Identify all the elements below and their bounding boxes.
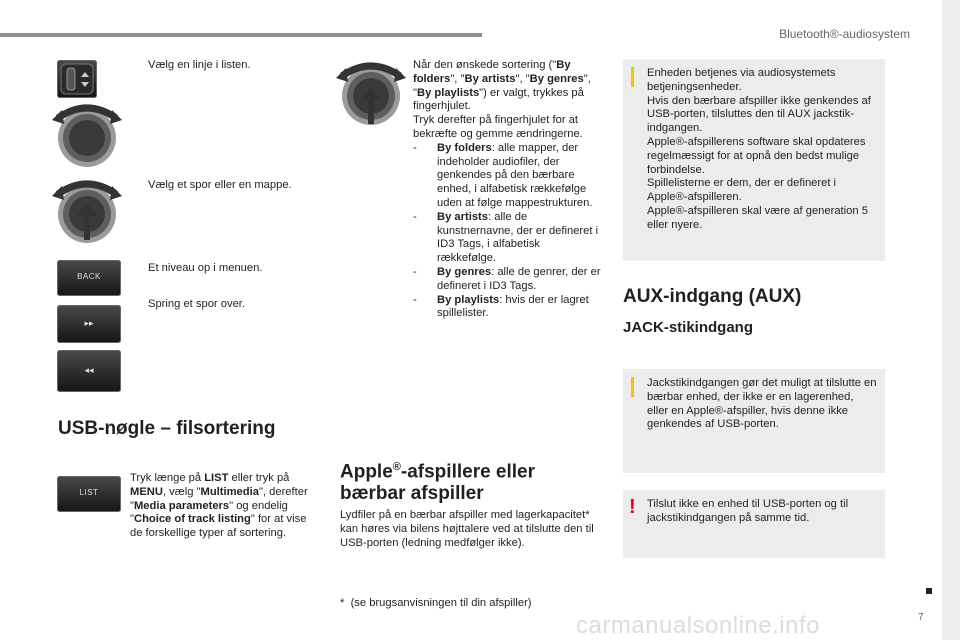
info-note-box bbox=[623, 59, 885, 261]
step-select-line: Vælg en linje i listen. bbox=[148, 59, 251, 71]
aux-heading: AUX-indgang (AUX) bbox=[623, 286, 802, 307]
header-rule bbox=[0, 33, 482, 37]
step-skip-track: Spring et spor over. bbox=[148, 298, 246, 310]
press-knob-icon-2 bbox=[336, 56, 406, 132]
step-select-track: Vælg et spor eller en mappe. bbox=[148, 179, 292, 191]
scroll-switch-icon bbox=[57, 60, 97, 98]
page-number: 7 bbox=[918, 612, 924, 623]
footnote: * (se brugsanvisningen til din afspiller) bbox=[340, 597, 532, 609]
back-label: BACK bbox=[77, 272, 101, 281]
info-note-marker bbox=[631, 377, 634, 397]
page-header-title: Bluetooth®-audiosystem bbox=[779, 27, 910, 41]
page-margin-band bbox=[942, 0, 960, 640]
skip-back-button-icon: ◂◂ bbox=[57, 350, 121, 392]
list-item: - By folders: alle mapper, der indeholder audiofiler, der genkendes på den bærbare enhed, i alfabetisk rækkefølge uden at følge mappestrukturen. bbox=[413, 142, 601, 211]
list-item: - By genres: alle de genrer, der er defineret i ID3 Tags. bbox=[413, 266, 601, 294]
press-knob-icon bbox=[52, 176, 122, 250]
list-label: LIST bbox=[79, 488, 99, 497]
warning-icon: ! bbox=[629, 496, 636, 518]
rotate-knob-icon bbox=[52, 98, 122, 170]
page-end-marker bbox=[926, 588, 932, 594]
usb-sorting-text: Tryk længe på LIST eller tryk på MENU, vælg "Multimedia", derefter "Media parameters" og endelig "Choice of track listing" for at vise de forskellige typer af sortering. bbox=[130, 472, 308, 540]
jack-heading: JACK-stikindgang bbox=[623, 319, 754, 336]
list-button-icon bbox=[57, 476, 121, 512]
watermark: carmanualsonline.info bbox=[576, 612, 820, 639]
sorting-confirm: Tryk derefter på fingerhjulet for at bekræfte og gemme ændringerne. bbox=[413, 114, 583, 140]
jack-note-box bbox=[623, 369, 885, 473]
back-button-icon bbox=[57, 260, 121, 296]
apple-players-text: Lydfiler på en bærbar afspiller med lagerkapacitet* kan høres via bilens højttalere ved at tilslutte den til USB-porten (ledning medfølger ikke). bbox=[340, 509, 594, 549]
info-note-marker bbox=[631, 67, 634, 87]
skip-forward-button-icon: ▸▸ bbox=[57, 305, 121, 343]
step-level-up: Et niveau op i menuen. bbox=[148, 262, 263, 274]
warning-note-box bbox=[623, 490, 885, 558]
info-note-text: Enheden betjenes via audiosystemets betjeningsenheder. Hvis den bærbare afspiller ikke genkendes af USB-porten, tilsluttes den til AUX jackstik-indgangen. Apple®-afspillerens software skal opdateres regelmæssigt for at opnå den bedst mulige forbindelse. Spillelisterne er dem, der er defineret i Apple®-afspilleren. Apple®-afspilleren skal være af generation 5 eller nyere. bbox=[647, 67, 871, 231]
list-item: - By artists: alle de kunstnernavne, der er defineret i ID3 Tags, i alfabetisk rækkefølge. bbox=[413, 211, 601, 266]
list-item: - By playlists: hvis der er lagret spillelister. bbox=[413, 294, 601, 322]
usb-sorting-heading: USB-nøgle – filsortering bbox=[58, 418, 276, 439]
apple-players-heading: Apple®-afspillere eller bærbar afspiller bbox=[340, 461, 536, 505]
jack-note-text: Jackstikindgangen gør det muligt at tilslutte en bærbar enhed, der ikke er en lagerenhed, eller en Apple®-afspiller, hvis denne ikke genkendes af USB-porten. bbox=[647, 377, 877, 431]
warning-note-text: Tilslut ikke en enhed til USB-porten og til jackstikindgangen på samme tid. bbox=[647, 498, 849, 524]
sorting-instructions bbox=[413, 59, 601, 321]
sorting-options-list bbox=[413, 142, 601, 321]
sorting-intro: Når den ønskede sortering ("By folders", "By artists", "By genres", "By playlists") er valgt, trykkes på fingerhjulet. bbox=[413, 59, 591, 113]
